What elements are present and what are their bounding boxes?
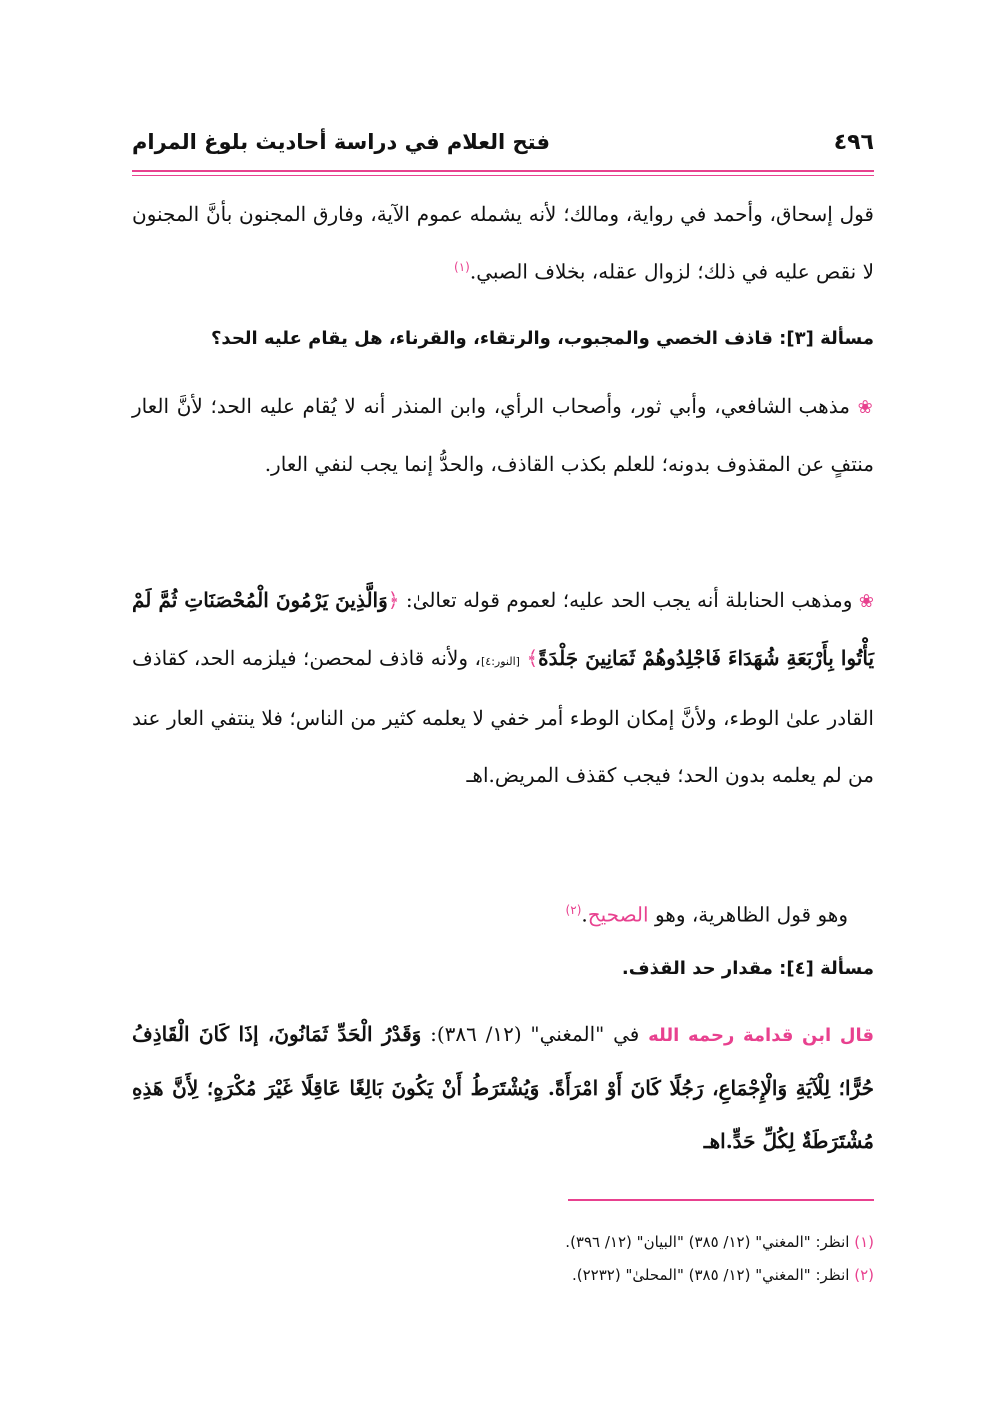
verdict-highlight: الصحيح — [587, 902, 649, 927]
footnote-2-text: انظر: "المغني" (١٢/ ٣٨٥) "المحلىٰ" (٢٢٣٢). — [572, 1266, 850, 1284]
header-rule-top — [132, 170, 874, 172]
issue-4-heading — [132, 958, 874, 979]
footnote-1-text: انظر: "المغني" (١٢/ ٣٨٥) "البيان" (١٢/ ٣٩٦). — [565, 1233, 850, 1251]
quran-reference: [النور:٤] — [481, 655, 520, 668]
footnote-ref-2: (٢) — [565, 903, 582, 917]
quran-open-bracket: ﴿ — [387, 588, 400, 612]
header-rule-bottom — [132, 175, 874, 176]
footnote-2-number: (٢) — [854, 1266, 874, 1284]
quote-intro: في "المغني" (١٢/ ٣٨٦): — [430, 1022, 640, 1046]
ibn-qudama-quote — [132, 1008, 874, 1168]
footnote-2 — [132, 1266, 874, 1284]
hanabila-text-before: ومذهب الحنابلة أنه يجب الحد عليه؛ لعموم قوله تعالىٰ: — [405, 588, 853, 612]
verdict-line — [132, 884, 874, 942]
shafii-paragraph — [132, 378, 874, 493]
quran-close-bracket: ﴾ — [526, 646, 539, 670]
quote-text: وَقَدْرُ الْحَدِّ ثَمَانُونَ، إذَا كَانَ الْقَاذِفُ حُرًّا؛ لِلْآيَةِ وَالْإِجْمَاعِ، رَجُلًا كَانَ أَوْ امْرَأَةً. وَيُشْتَرَطُ أَنْ يَكُونَ بَالِغًا عَاقِلًا غَيْرَ مُكْرَهٍ؛ لِأَنَّ هَذِهِ مُشْتَرَطَةٌ لِكُلِّ حَدٍّ.اهـ — [132, 1022, 874, 1153]
verdict-end: . — [581, 902, 588, 927]
issue-3-question: قاذف الخصي والمجبوب، والرتقاء، والقرناء، هل يقام عليه الحد؟ — [210, 328, 773, 349]
issue-3-label: مسألة [٣]: — [779, 328, 874, 349]
flower-mark-icon: ❀ — [857, 397, 874, 418]
issue-4-question: مقدار حد القذف. — [621, 958, 773, 979]
page-header — [132, 126, 874, 166]
hanabila-paragraph — [132, 572, 874, 804]
intro-text: قول إسحاق، وأحمد في رواية، ومالك؛ لأنه يشمله عموم الآية، وفارق المجنون بأنَّ المجنون لا نقص عليه في ذلك؛ لزوال عقله، بخلاف الصبي. — [132, 202, 874, 284]
flower-mark-icon: ❀ — [858, 591, 874, 612]
footnote-ref-1: (١) — [454, 260, 470, 274]
hanabila-text-after: ، ولأنه قاذف لمحصن؛ فيلزمه الحد، كقاذف القادر علىٰ الوطء، ولأنَّ إمكان الوطء أمر خفي لا يعلمه كثير من الناس؛ فلا ينتفي العار عند من لم يعلمه بدون الحد؛ فيجب كقذف المريض.اهـ — [132, 646, 874, 787]
issue-4-label: مسألة [٤]: — [779, 958, 874, 979]
shafii-text: مذهب الشافعي، وأبي ثور، وأصحاب الرأي، وابن المنذر أنه لا يُقام عليه الحد؛ لأنَّ العار منتفٍ عن المقذوف بدونه؛ للعلم بكذب القاذف، والحدُّ إنما يجب لنفي العار. — [132, 394, 874, 476]
footnote-1 — [132, 1233, 874, 1251]
quran-verse: وَالَّذِينَ يَرْمُونَ الْمُحْصَنَاتِ ثُمَّ لَمْ يَأْتُوا بِأَرْبَعَةِ شُهَدَاءَ فَاجْلِدُوهُمْ ثَمَانِينَ جَلْدَةً — [132, 588, 875, 670]
intro-paragraph — [132, 188, 874, 299]
footnote-1-number: (١) — [854, 1233, 874, 1251]
footnote-separator — [568, 1199, 874, 1201]
verdict-text: وهو قول الظاهرية، وهو — [654, 902, 848, 927]
book-title: فتح العلام في دراسة أحاديث بلوغ المرام — [132, 130, 550, 154]
quote-speaker: قال ابن قدامة رحمه الله — [648, 1025, 875, 1046]
page-number: ٤٩٦ — [833, 130, 874, 155]
issue-3-heading — [132, 328, 874, 349]
